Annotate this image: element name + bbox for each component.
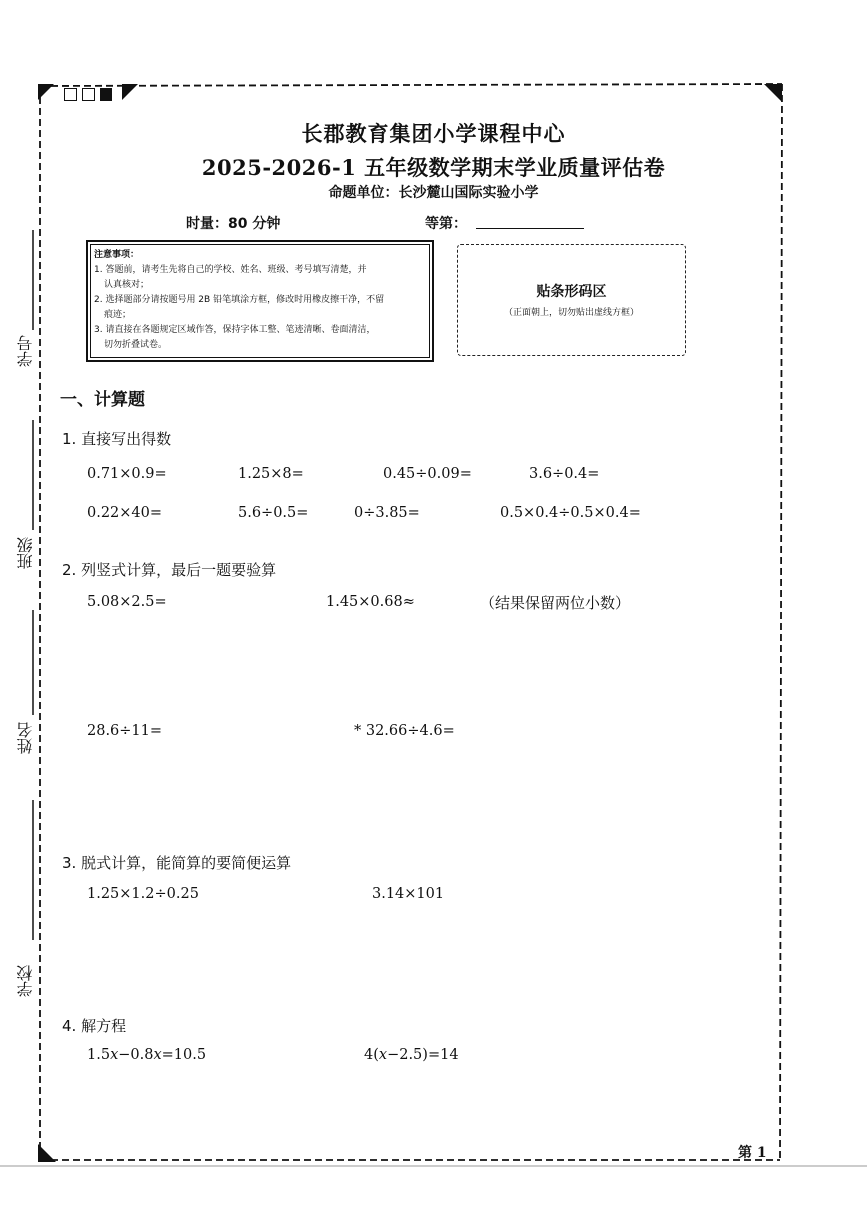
question-2-title: 2. 列竖式计算，最后一题要验算 bbox=[62, 561, 277, 579]
oral-calc-item: 1.25×8= bbox=[238, 466, 304, 482]
notice-box bbox=[86, 240, 434, 362]
page-number: 第 1 bbox=[738, 1145, 767, 1161]
equation-part: −2.5)=14 bbox=[387, 1047, 459, 1063]
oral-calc-item: 5.6÷0.5= bbox=[238, 505, 309, 521]
oral-calc-item: 0.45÷0.09= bbox=[383, 466, 472, 482]
equation-item bbox=[87, 1047, 206, 1063]
equation-part: −0.8 bbox=[118, 1047, 154, 1063]
notice-line: 3. 请直接在各题规定区域作答，保持字体工整、笔迹清晰、卷面清洁， bbox=[94, 325, 376, 335]
equation-part: =10.5 bbox=[161, 1047, 207, 1063]
oral-calc-item: 0.22×40= bbox=[87, 505, 163, 521]
equation-variable: x bbox=[153, 1047, 162, 1063]
notice-line: 2. 选择题部分请按题号用 2B 铅笔填涂方框，修改时用橡皮擦干净，不留 bbox=[94, 295, 385, 305]
notice-line: 切勿折叠试卷。 bbox=[104, 340, 168, 350]
vertical-calc-item: * 32.66÷4.6= bbox=[354, 723, 455, 739]
barcode-title: 贴条形码区 bbox=[536, 284, 607, 300]
vertical-calc-item: 5.08×2.5= bbox=[87, 594, 167, 610]
equation-part: 1.5 bbox=[87, 1047, 111, 1063]
equation-item bbox=[364, 1047, 459, 1063]
section-title: 一、计算题 bbox=[60, 390, 145, 410]
side-label-school: 学校 bbox=[16, 965, 35, 997]
grade-label: 等第： bbox=[425, 216, 467, 232]
side-label-student-no: 学号 bbox=[16, 335, 35, 367]
equation-part: 4( bbox=[364, 1047, 379, 1063]
question-4-title: 4. 解方程 bbox=[62, 1017, 127, 1035]
corner-box-icon bbox=[64, 88, 77, 101]
author-unit: 命题单位：长沙麓山国际实验小学 bbox=[328, 185, 539, 201]
vertical-calc-item: 1.45×0.68≈ bbox=[326, 594, 415, 610]
org-title: 长郡教育集团小学课程中心 bbox=[301, 122, 566, 146]
oral-calc-item: 0.5×0.4÷0.5×0.4= bbox=[500, 505, 641, 521]
notice-line: 痕迹； bbox=[104, 310, 132, 320]
corner-box-icon bbox=[82, 88, 95, 101]
notice-line: 认真核对； bbox=[104, 280, 150, 290]
rounding-note: （结果保留两位小数） bbox=[480, 594, 631, 612]
stepwise-calc-item: 3.14×101 bbox=[372, 886, 445, 902]
vertical-calc-item: 28.6÷11= bbox=[87, 723, 163, 739]
oral-calc-item: 3.6÷0.4= bbox=[529, 466, 600, 482]
time-label: 时量：80 分钟 bbox=[186, 216, 281, 232]
notice-heading: 注意事项： bbox=[94, 250, 140, 260]
oral-calc-item: 0.71×0.9= bbox=[87, 466, 167, 482]
barcode-subtitle: （正面朝上，切勿贴出虚线方框） bbox=[503, 308, 639, 318]
side-label-class: 班级 bbox=[16, 537, 35, 569]
side-label-name: 姓名 bbox=[16, 722, 35, 754]
oral-calc-item: 0÷3.85= bbox=[354, 505, 420, 521]
exam-title: 2025-2026-1 五年级数学期末学业质量评估卷 bbox=[201, 155, 666, 180]
barcode-area[interactable] bbox=[457, 244, 686, 356]
question-1-title: 1. 直接写出得数 bbox=[62, 430, 172, 448]
question-3-title: 3. 脱式计算，能简算的要简便运算 bbox=[62, 854, 292, 872]
equation-variable: x bbox=[378, 1047, 388, 1063]
notice-line: 1. 答题前，请考生先将自己的学校、姓名、班级、考号填写清楚，并 bbox=[94, 265, 367, 275]
equation-variable: x bbox=[110, 1047, 119, 1063]
stepwise-calc-item: 1.25×1.2÷0.25 bbox=[87, 886, 199, 902]
grade-blank[interactable] bbox=[476, 228, 584, 229]
